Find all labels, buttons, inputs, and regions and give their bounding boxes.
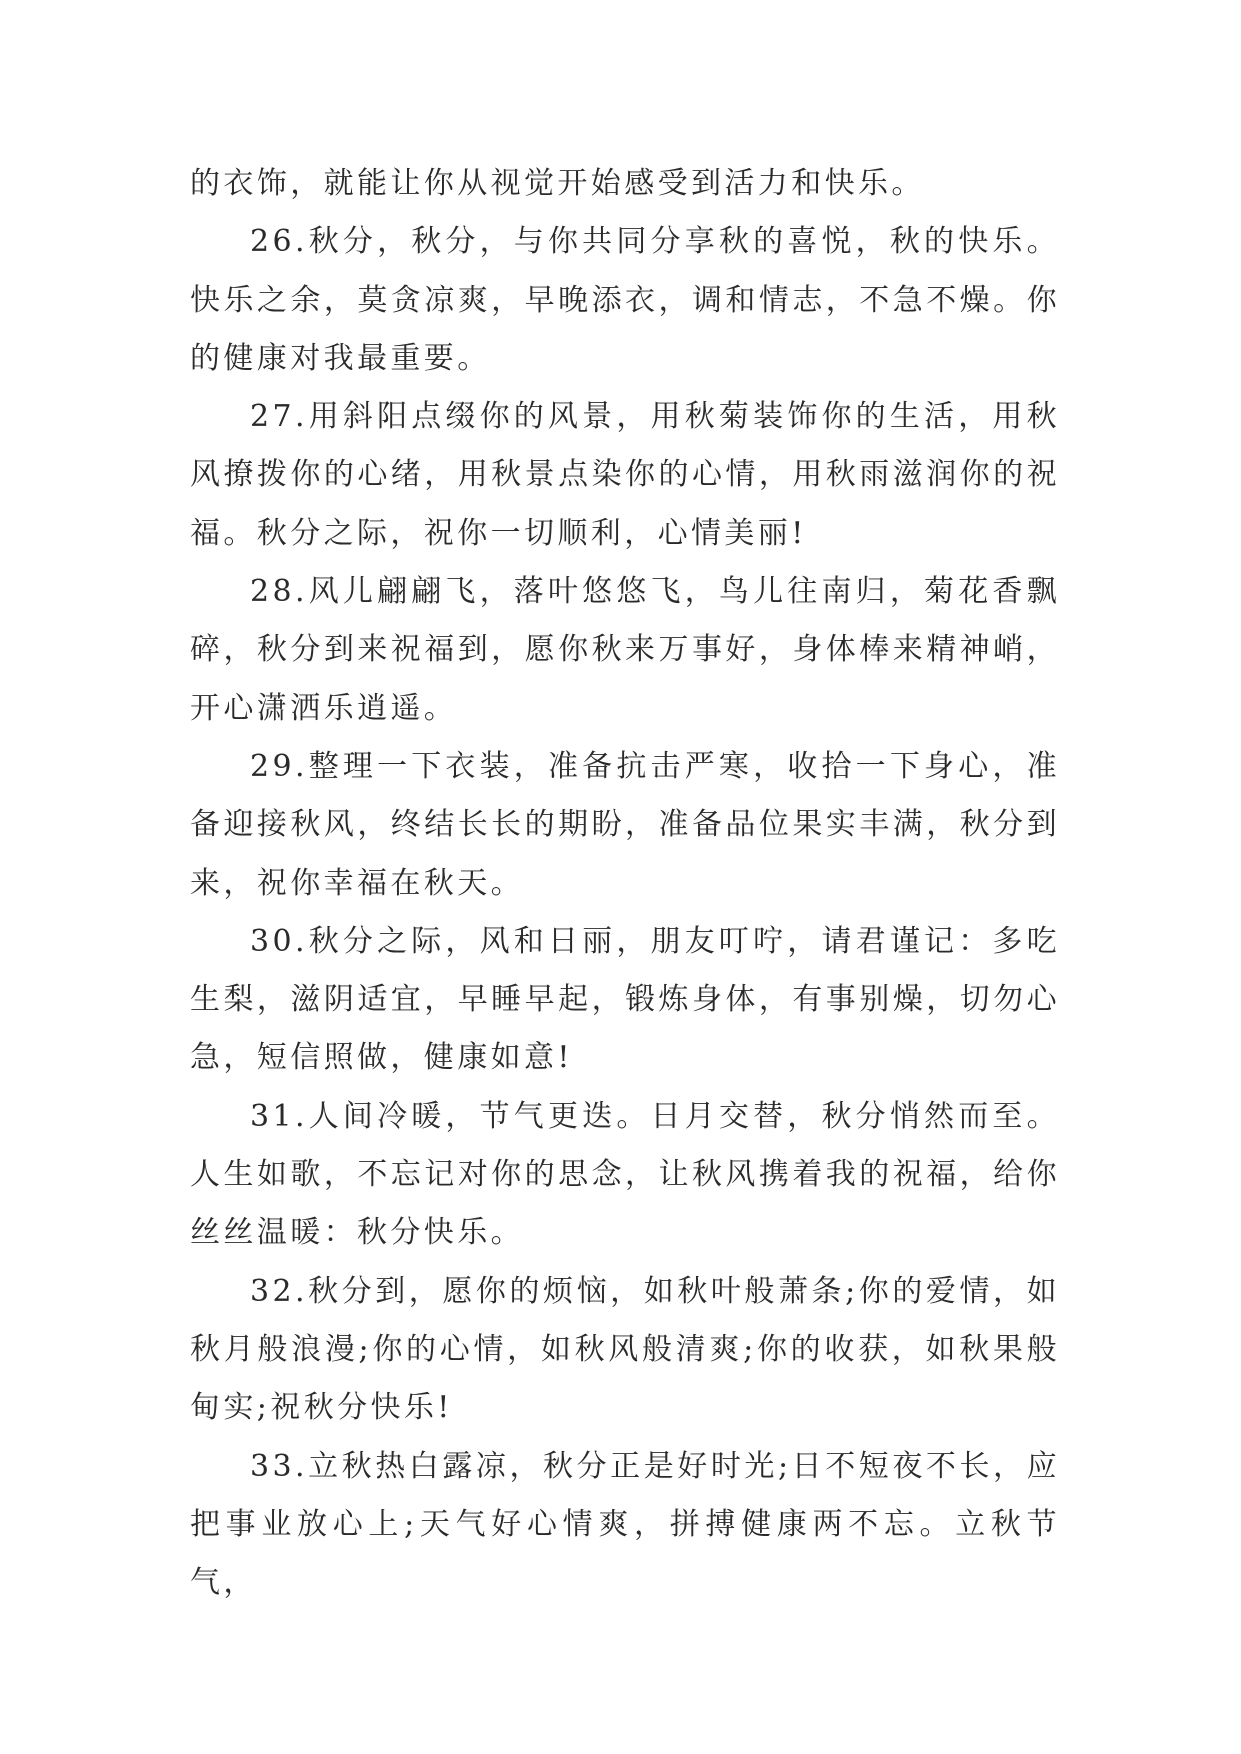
paragraph-32: 32.秋分到，愿你的烦恼，如秋叶般萧条;你的爱情，如秋月般浪漫;你的心情，如秋风般清爽;你的收获，如秋果般甸实;祝秋分快乐! xyxy=(190,1273,1060,1426)
paragraph-continuation: 的衣饰，就能让你从视觉开始感受到活力和快乐。 xyxy=(190,166,925,201)
paragraph-30: 30.秋分之际，风和日丽，朋友叮咛，请君谨记：多吃生梨，滋阴适宜，早睡早起，锻炼身体，有事别燥，切勿心急，短信照做，健康如意! xyxy=(190,923,1060,1076)
paragraph-27: 27.用斜阳点缀你的风景，用秋菊装饰你的生活，用秋风撩拨你的心绪，用秋景点染你的心情，用秋雨滋润你的祝福。秋分之际，祝你一切顺利，心情美丽! xyxy=(190,399,1060,551)
paragraph-28: 28.风儿翩翩飞，落叶悠悠飞，鸟儿往南归，菊花香飘碎，秋分到来祝福到，愿你秋来万事好，身体棒来精神峭，开心潇洒乐逍遥。 xyxy=(190,574,1060,726)
paragraph-26: 26.秋分，秋分，与你共同分享秋的喜悦，秋的快乐。快乐之余，莫贪凉爽，早晚添衣，调和情志，不急不燥。你的健康对我最重要。 xyxy=(190,224,1060,376)
paragraph-29: 29.整理一下衣装，准备抗击严寒，收拾一下身心，准备迎接秋风，终结长长的期盼，准备品位果实丰满，秋分到来，祝你幸福在秋天。 xyxy=(190,748,1060,901)
document-body xyxy=(190,155,1060,1612)
paragraph-31: 31.人间冷暖，节气更迭。日月交替，秋分悄然而至。人生如歌，不忘记对你的思念，让秋风携着我的祝福，给你丝丝温暖：秋分快乐。 xyxy=(190,1098,1060,1251)
paragraph-33: 33.立秋热白露凉，秋分正是好时光;日不短夜不长，应把事业放心上;天气好心情爽，拼搏健康两不忘。立秋节气， xyxy=(190,1448,1060,1601)
